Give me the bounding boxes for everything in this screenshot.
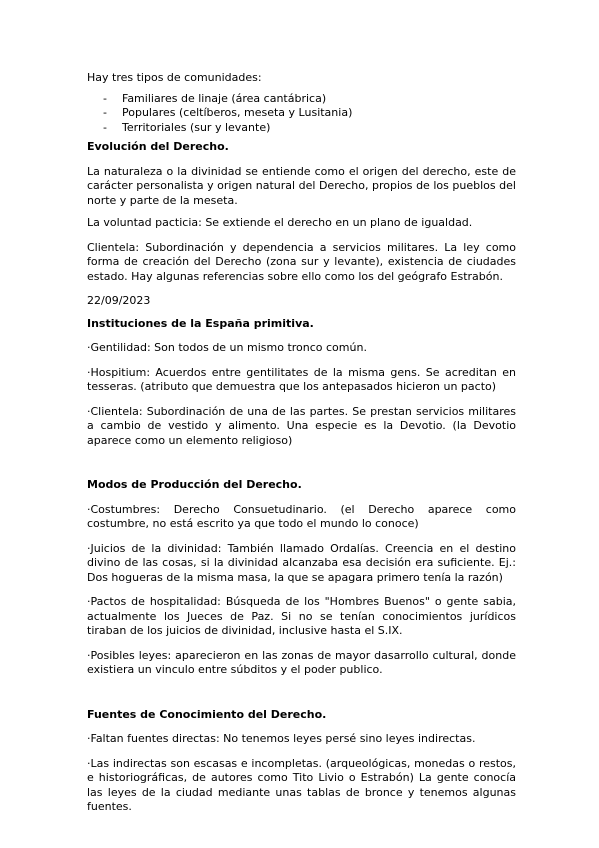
paragraph: ·Gentilidad: Son todos de un mismo tronco común. (87, 341, 367, 354)
paragraph: La naturaleza o la divinidad se entiende como el origen del derecho, este de carácter personalista y origen natural del Derecho, propios de los pueblos del norte y parte de la meseta. (87, 164, 516, 207)
paragraph: ·Pactos de hospitalidad: Búsqueda de los "Hombres Buenos" o gente sabia, actualmente los Jueces de Paz. Si no se tenían conocimientos jurídicos tiraban de los juicios de divinidad, inclusive hasta el S.IX. (87, 595, 516, 637)
paragraph: ·Hospitium: Acuerdos entre gentilitates de la misma gens. Se acreditan en tesseras. (atributo que demuestra que los antepasados hicieron un pacto) (87, 365, 516, 393)
paragraph: ·Las indirectas son escasas e incompletas. (arqueológicas, monedas o restos, e historiográficas, de autores como Tito Livio o Estrabón) La gente conocía las leyes de la ciudad mediante unas tablas de bronce y tenemos algunas fuentes. (87, 756, 516, 813)
paragraph: Clientela: Subordinación y dependencia a servicios militares. La ley como forma de creación del Derecho (zona sur y levante), existencia de ciudades estado. Hay algunas referencias sobre ello como los del geógrafo Estrabón. (87, 240, 516, 283)
paragraph: La voluntad pacticia: Se extiende el derecho en un plano de igualdad. (87, 216, 473, 229)
intro-text: Hay tres tipos de comunidades: (87, 71, 262, 84)
section-heading: Instituciones de la España primitiva. (87, 316, 314, 330)
paragraph: ·Posibles leyes: aparecieron en las zonas de mayor dasarrollo cultural, donde existiera un vinculo entre súbditos y el poder publico. (87, 648, 516, 676)
section-heading: Evolución del Derecho. (87, 140, 229, 153)
list-item: - Territoriales (sur y levante) (103, 120, 271, 134)
dash-bullet: - (103, 106, 107, 119)
date-stamp: 22/09/2023 (87, 294, 151, 307)
list-item: - Populares (celtíberos, meseta y Lusitania) (103, 106, 353, 119)
dash-bullet: - (103, 91, 107, 105)
paragraph: ·Faltan fuentes directas: No tenemos leyes persé sino leyes indirectas. (87, 732, 476, 745)
paragraph: ·Clientela: Subordinación de una de las partes. Se prestan servicios militares a cambio de vestido y alimento. Una especie es la Devotio. (la Devotio aparece como un elemento religioso) (87, 404, 516, 447)
list-item: - Familiares de linaje (área cantábrica) (103, 91, 327, 105)
dash-bullet: - (103, 120, 107, 134)
document-body (87, 71, 516, 815)
paragraph: ·Costumbres: Derecho Consuetudinario. (el Derecho aparece como costumbre, no está escrito ya que todo el mundo lo conoce) (87, 502, 516, 530)
section-heading: Fuentes de Conocimiento del Derecho. (87, 707, 327, 721)
paragraph: ·Juicios de la divinidad: También llamado Ordalías. Creencia en el destino divino de las cosas, si la divinidad alcanzaba esa decisión era suficiente. Ej.: Dos hogueras de la misma masa, la que se apagara primero tenía la razón) (87, 541, 516, 584)
communities-list (87, 92, 516, 136)
section-heading: Modos de Producción del Derecho. (87, 478, 302, 491)
